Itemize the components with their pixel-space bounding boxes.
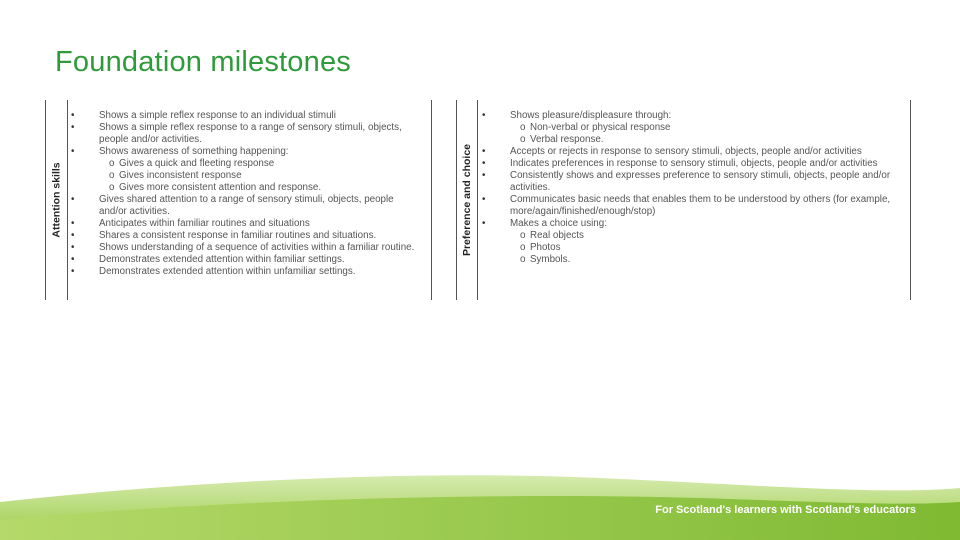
list-item: • Shares a consistent response in familiar routines and situations. xyxy=(99,230,421,242)
sub-list-item: o Gives a quick and fleeting response xyxy=(99,158,421,170)
sub-list-item: o Photos xyxy=(510,242,902,254)
footer-wave-decoration xyxy=(0,440,960,540)
panel-divider xyxy=(477,100,478,300)
list-item: • Shows a simple reflex response to a range of sensory stimuli, objects, people and/or activities. xyxy=(99,122,421,146)
sub-list-item: o Real objects xyxy=(510,230,902,242)
list-item: • Shows understanding of a sequence of activities within a familiar routine. xyxy=(99,242,421,254)
list-item: • Shows awareness of something happening: xyxy=(99,146,421,158)
sub-list-item: o Gives inconsistent response xyxy=(99,170,421,182)
list-item: • Accepts or rejects in response to sensory stimuli, objects, people and/or activities xyxy=(510,146,902,158)
attention-skills-label-box xyxy=(47,100,67,300)
list-item: • Indicates preferences in response to sensory stimuli, objects, people and/or activities xyxy=(510,158,902,170)
sub-list-item: o Non-verbal or physical response xyxy=(510,122,902,134)
list-item: • Gives shared attention to a range of sensory stimuli, objects, people and/or activities. xyxy=(99,194,421,218)
attention-skills-label: Attention skills xyxy=(51,162,64,238)
footer-tagline: For Scotland's learners with Scotland's educators xyxy=(655,504,916,516)
list-item: • Shows pleasure/displeasure through: xyxy=(510,110,902,122)
list-item: • Demonstrates extended attention within familiar settings. xyxy=(99,254,421,266)
list-item: • Anticipates within familiar routines and situations xyxy=(99,218,421,230)
preference-choice-label-box xyxy=(457,100,477,300)
preference-choice-list xyxy=(510,110,902,266)
preference-choice-label: Preference and choice xyxy=(461,143,473,257)
panel-divider xyxy=(67,100,68,300)
list-item: • Makes a choice using: xyxy=(510,218,902,230)
attention-skills-list xyxy=(99,110,421,278)
list-item: • Communicates basic needs that enables them to be understood by others (for example, more/again/finished/enough/stop) xyxy=(510,194,902,218)
sub-list-item: o Symbols. xyxy=(510,254,902,266)
list-item: • Demonstrates extended attention within unfamiliar settings. xyxy=(99,266,421,278)
sub-list-item: o Verbal response. xyxy=(510,134,902,146)
sub-list-item: o Gives more consistent attention and response. xyxy=(99,182,421,194)
page-title: Foundation milestones xyxy=(55,46,351,78)
list-item: • Shows a simple reflex response to an individual stimuli xyxy=(99,110,421,122)
list-item: • Consistently shows and expresses preference to sensory stimuli, objects, people and/or activities. xyxy=(510,170,902,194)
